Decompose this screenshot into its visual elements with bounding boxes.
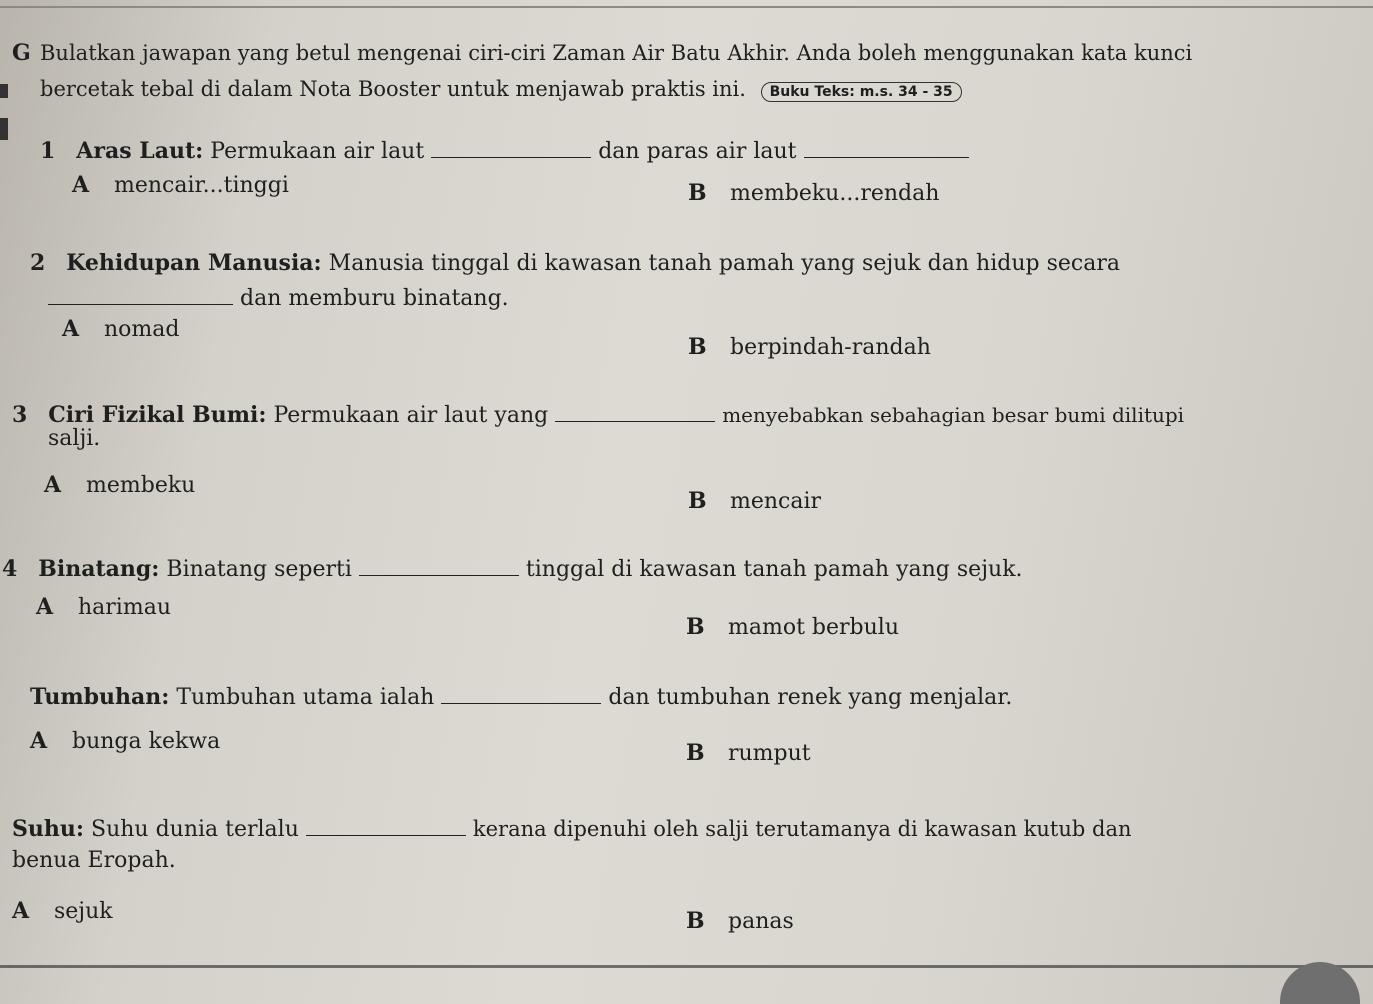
question-4: [2, 556, 1023, 583]
option-letter: A: [12, 898, 30, 924]
answer-blank[interactable]: [48, 286, 233, 305]
answer-blank[interactable]: [555, 403, 715, 422]
option-letter: B: [686, 740, 705, 766]
page-corner-graphic: [1280, 962, 1360, 1004]
question-text: menyebabkan sebahagian besar bumi dilitupi: [722, 403, 1185, 427]
option-a[interactable]: [44, 472, 195, 499]
question-2: [30, 250, 1120, 277]
question-text: Binatang seperti: [166, 557, 352, 582]
question-number: 3: [12, 402, 28, 428]
option-letter: A: [36, 594, 54, 620]
question-3-line-2: salji.: [48, 426, 101, 451]
option-b[interactable]: [686, 740, 811, 767]
option-letter: B: [688, 334, 707, 360]
option-text: berpindah-randah: [730, 335, 931, 360]
option-a[interactable]: [36, 594, 171, 621]
question-6: [12, 816, 1132, 843]
option-text: membeku...rendah: [730, 181, 940, 206]
instruction-text: bercetak tebal di dalam Nota Booster untuk menjawab praktis ini.: [40, 77, 746, 101]
answer-blank[interactable]: [306, 817, 466, 836]
question-topic: Kehidupan Manusia:: [66, 250, 322, 276]
option-b[interactable]: [688, 334, 931, 361]
question-text: Suhu dunia terlalu: [91, 817, 299, 842]
option-text: harimau: [78, 595, 171, 620]
instruction-line-1: Bulatkan jawapan yang betul mengenai ciri-ciri Zaman Air Batu Akhir. Anda boleh menggunakan kata kunci: [40, 41, 1193, 65]
option-letter: A: [44, 472, 62, 498]
question-5: [30, 684, 1012, 711]
answer-blank[interactable]: [441, 685, 601, 704]
instruction-line-2: [40, 76, 962, 102]
question-number: 4: [2, 556, 18, 582]
question-topic: Aras Laut:: [76, 138, 204, 164]
question-topic: Suhu:: [12, 816, 84, 842]
option-a[interactable]: [12, 898, 113, 925]
question-text: kerana dipenuhi oleh salji terutamanya di kawasan kutub dan: [472, 817, 1132, 841]
section-letter: G: [12, 40, 31, 66]
option-text: rumput: [728, 741, 811, 766]
question-text: dan tumbuhan renek yang menjalar.: [608, 685, 1013, 710]
question-text: dan memburu binatang.: [240, 286, 509, 311]
question-topic: Ciri Fizikal Bumi:: [48, 402, 267, 428]
question-2-line-2: [48, 286, 509, 312]
question-number: 1: [40, 138, 56, 164]
page-top-rule: [0, 6, 1373, 8]
option-letter: A: [72, 172, 90, 198]
option-text: membeku: [86, 473, 196, 498]
option-text: sejuk: [54, 899, 113, 924]
margin-mark: [0, 118, 8, 140]
option-letter: B: [688, 488, 707, 514]
question-3: [12, 402, 1184, 429]
option-letter: B: [686, 614, 705, 640]
question-topic: Binatang:: [38, 556, 160, 582]
option-b[interactable]: [688, 180, 939, 207]
answer-blank[interactable]: [431, 139, 591, 158]
option-text: bunga kekwa: [72, 729, 221, 754]
option-letter: A: [62, 316, 80, 342]
answer-blank[interactable]: [359, 557, 519, 576]
option-text: panas: [728, 909, 794, 934]
option-text: mamot berbulu: [728, 615, 899, 640]
option-letter: B: [686, 908, 705, 934]
question-text: dan paras air laut: [598, 139, 797, 164]
question-number: 2: [30, 250, 46, 276]
option-b[interactable]: [686, 614, 899, 641]
option-text: nomad: [104, 317, 180, 342]
answer-blank[interactable]: [804, 139, 969, 158]
textbook-reference-badge: Buku Teks: m.s. 34 - 35: [761, 82, 962, 102]
option-text: mencair: [730, 489, 822, 514]
option-letter: A: [30, 728, 48, 754]
option-a[interactable]: [30, 728, 220, 755]
option-text: mencair...tinggi: [114, 173, 289, 198]
margin-mark: [0, 84, 8, 98]
option-a[interactable]: [62, 316, 179, 343]
option-a[interactable]: [72, 172, 289, 199]
question-text: Tumbuhan utama ialah: [176, 685, 435, 710]
question-1: [40, 138, 969, 165]
question-text: tinggal di kawasan tanah pamah yang sejuk.: [525, 557, 1023, 582]
option-letter: B: [688, 180, 707, 206]
question-text: Permukaan air laut: [210, 139, 425, 164]
question-6-line-2: benua Eropah.: [12, 848, 176, 873]
option-b[interactable]: [686, 908, 794, 935]
page-bottom-rule: [0, 965, 1373, 968]
question-text: Manusia tinggal di kawasan tanah pamah yang sejuk dan hidup secara: [328, 251, 1120, 276]
option-b[interactable]: [688, 488, 821, 515]
question-topic: Tumbuhan:: [30, 684, 170, 710]
question-text: Permukaan air laut yang: [273, 403, 549, 428]
